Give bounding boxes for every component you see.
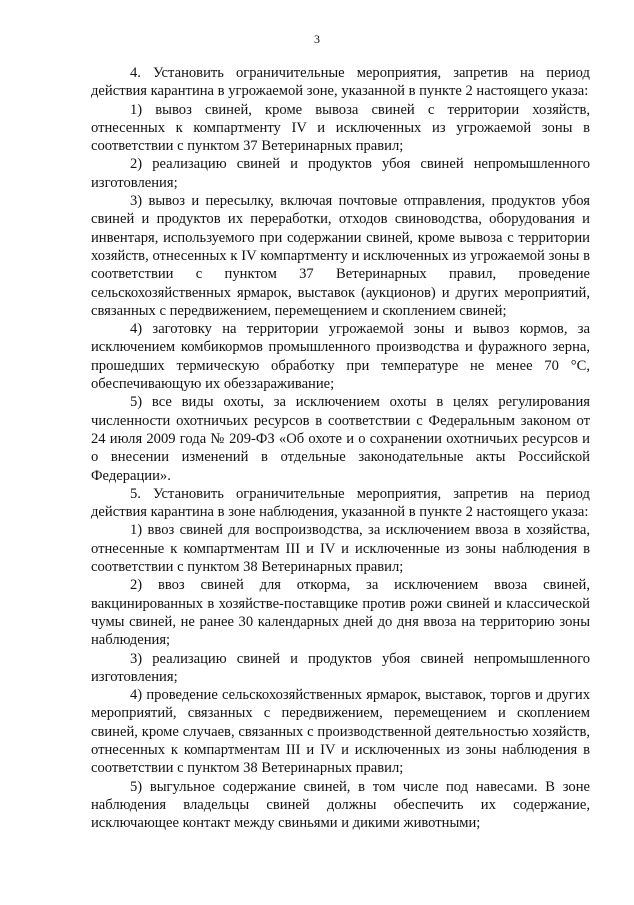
paragraph-4-item-4: 4) заготовку на территории угрожаемой зоны и вывоз кормов, за исключением комбикормов промышленного производства и фуражного зерна, прошедших термическую обработку при температуре не менее 70 °С, обеспечивающую их обеззараживание; [91,321,590,393]
paragraph-4-item-2: 2) реализацию свиней и продуктов убоя свиней непромышленного изготовления; [91,156,590,191]
paragraph-4-intro: 4. Установить ограничительные мероприятия, запретив на период действия карантина в угрожаемой зоне, указанной в пункте 2 настоящего указа: [91,65,590,100]
page-number: 3 [314,32,320,46]
paragraph-5-item-2: 2) ввоз свиней для откорма, за исключением ввоза свиней, вакцинированных в хозяйстве-поставщике против рожи свиней и классической чумы свиней, не ранее 30 календарных дней до дня ввоза на территорию зоны наблюдения; [91,577,590,649]
paragraph-5-item-4: 4) проведение сельскохозяйственных ярмарок, выставок, торгов и других мероприятий, связанных с передвижением, перемещением и скоплением свиней, кроме случаев, связанных с производственной деятельностью хозяйств, отнесенных к компартментам III и IV и исключенных из зоны наблюдения в соответствии с пунктом 38 Ветеринарных правил; [91,687,590,777]
paragraph-4-item-3: 3) вывоз и пересылку, включая почтовые отправления, продуктов убоя свиней и продуктов их переработки, отходов свиноводства, оборудования и инвентаря, используемого при содержании свиней, кроме вывоза с территории хозяйств, отнесенных к IV компартменту и исключенных из угрожаемой зоны в соответствии с пунктом 37 Ветеринарных правил, проведение сельскохозяйственных ярмарок, выставок (аукционов) и других мероприятий, связанных с передвижением, перемещением и скоплением свиней; [91,193,590,319]
paragraph-4-item-5: 5) все виды охоты, за исключением охоты в целях регулирования численности охотничьих ресурсов в соответствии с Федеральным законом от 24 июля 2009 года № 209-ФЗ «Об охоте и о сохранении охотничьих ресурсов и о внесении изменений в отдельные законодательные акты Российской Федерации». [91,394,590,484]
paragraph-5-item-3: 3) реализацию свиней и продуктов убоя свиней непромышленного изготовления; [91,650,590,685]
paragraph-5-intro: 5. Установить ограничительные мероприятия, запретив на период действия карантина в зоне наблюдения, указанной в пункте 2 настоящего указа: [91,485,590,521]
paragraph-4-item-1: 1) вывоз свиней, кроме вывоза свиней с территории хозяйств, отнесенных к компартменту IV и исключенных из угрожаемой зоны в соответствии с пунктом 37 Ветеринарных правил; [91,101,590,155]
document-body [91,64,590,832]
paragraph-5-item-1: 1) ввоз свиней для воспроизводства, за исключением ввоза в хозяйства, отнесенные к компартментам III и IV и исключенные из зоны наблюдения в соответствии с пунктом 38 Ветеринарных правил; [91,522,590,576]
paragraph-5-item-5: 5) выгульное содержание свиней, в том числе под навесами. В зоне наблюдения владельцы свиней должны обеспечить их содержание, исключающее контакт между свиньями и дикими животными; [91,778,590,832]
